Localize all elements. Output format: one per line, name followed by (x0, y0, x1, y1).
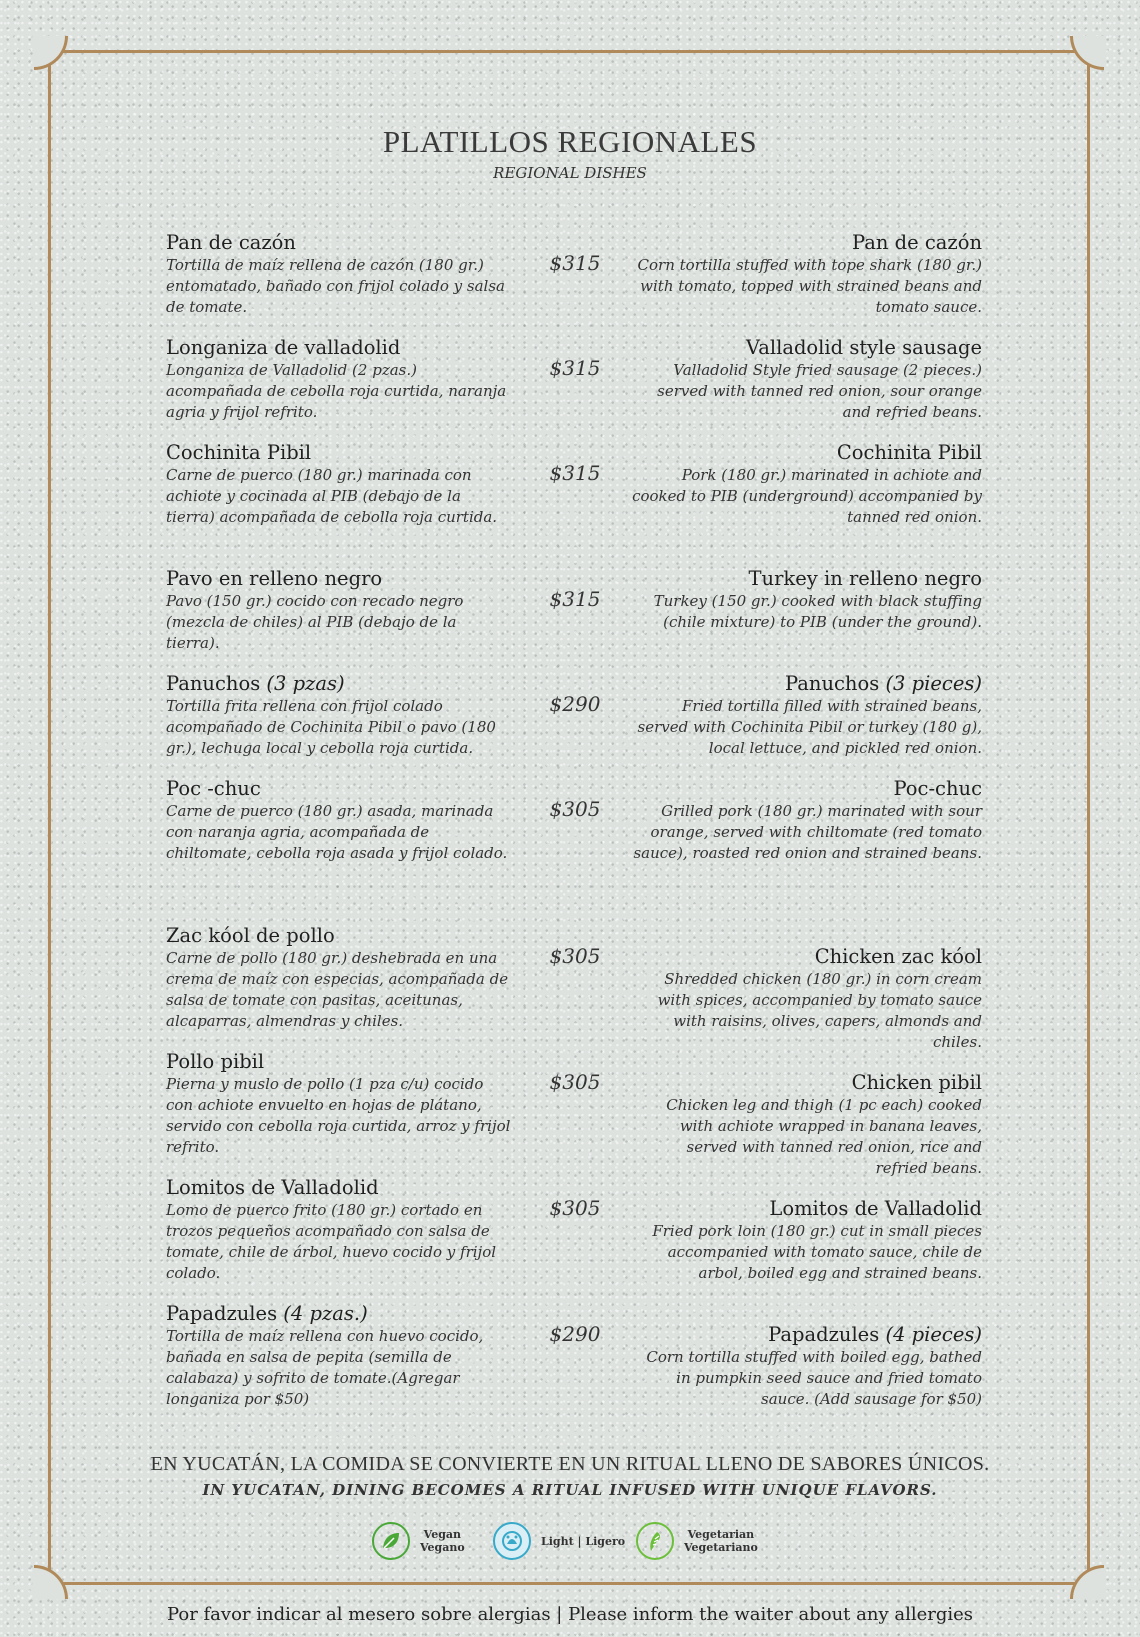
dish-price: $305 (549, 1070, 601, 1094)
dish-name-es (166, 672, 511, 696)
dish-desc-es: Lomo de puerco frito (180 gr.) cortado en trozos pequeños acompañado con salsa de tomate, chile de árbol, huevo cocido y frijol colado. (166, 1201, 497, 1282)
dish-price: $315 (549, 356, 601, 380)
dish-desc-en: Corn tortilla stuffed with tope shark (180 gr.) with tomato, topped with strained beans and tomato sauce. (637, 256, 982, 316)
dish-name-es: Longaniza de valladolid (166, 336, 401, 359)
dish-desc-es: Carne de puerco (180 gr.) marinada con achiote y cocinada al PIB (debajo de la tierra) acompañada de cebolla roja curtida. (166, 466, 498, 526)
dish-desc-es: Carne de puerco (180 gr.) asada, marinada con naranja agria, acompañada de chiltomate, cebolla roja asada y frijol colado. (166, 802, 508, 862)
dish-portion-note: (4 pzas.) (283, 1302, 368, 1325)
dish-desc-en: Chicken leg and thigh (1 pc each) cooked with achiote wrapped in banana leaves, served with tanned red onion, rice and refried beans. (666, 1096, 982, 1177)
page-subtitle: REGIONAL DISHES (493, 164, 647, 182)
frame-corner (1070, 1565, 1104, 1599)
dish-desc-es: Tortilla frita rellena con frijol colado acompañado de Cochinita Pibil o pavo (180 gr.), lechuga local y cebolla roja curtida. (166, 697, 496, 757)
dish-spanish (166, 672, 511, 759)
dish-english (630, 1197, 982, 1284)
frame-corner (34, 1565, 68, 1599)
dish-price: $290 (549, 1322, 601, 1346)
legend-vegan-en: Vegan (423, 1528, 462, 1541)
dish-price: $305 (549, 1196, 601, 1220)
dish-desc-es: Carne de pollo (180 gr.) deshebrada en una crema de maíz con especias, acompañada de salsa de tomate con pasitas, aceitunas, alcaparras, almendras y chiles. (166, 949, 509, 1030)
dish-desc-en: Shredded chicken (180 gr.) in corn cream with spices, accompanied by tomato sauce with raisins, olives, capers, almonds and chiles. (657, 970, 982, 1051)
dish-spanish (166, 777, 511, 864)
legend-vegetarian-es: Vegetariano (684, 1541, 758, 1554)
dish-name-en: Cochinita Pibil (836, 441, 982, 464)
dish-desc-en: Turkey (150 gr.) cooked with black stuffing (chile mixture) to PIB (under the ground). (653, 592, 982, 631)
dish-desc-en: Valladolid Style fried sausage (2 pieces.) served with tanned red onion, sour orange and refried beans. (657, 361, 982, 421)
dish-desc-es: Pierna y muslo de pollo (1 pza c/u) cocido con achiote envuelto en hojas de plátano, servido con cebolla roja curtida, arroz y frijol refrito. (166, 1075, 511, 1156)
dish-desc-es: Tortilla de maíz rellena de cazón (180 gr.) entomatado, bañado con frijol colado y salsa de tomate. (166, 256, 505, 316)
dish-spanish (166, 1050, 511, 1158)
legend-light (493, 1520, 625, 1562)
dish-name-es: Lomitos de Valladolid (166, 1176, 379, 1199)
dish-name-text: Panuchos (785, 672, 880, 695)
dish-spanish (166, 441, 511, 528)
legend-vegan-es: Vegano (420, 1541, 465, 1554)
tagline-spanish: EN YUCATÁN, LA COMIDA SE CONVIERTE EN UN RITUAL LLENO DE SABORES ÚNICOS. (150, 1453, 990, 1475)
dish-name-en: Poc-chuc (893, 777, 982, 800)
dish-desc-es: Tortilla de maíz rellena con huevo cocido, bañada en salsa de pepita (semilla de calabaza) y sofrito de tomate.(Agregar longaniza por $50) (166, 1327, 484, 1408)
frame-corner (1070, 36, 1104, 70)
dish-desc-en: Corn tortilla stuffed with boiled egg, bathed in pumpkin seed sauce and fried tomato sauce. (Add sausage for $50) (646, 1348, 982, 1408)
dish-name-es: Pollo pibil (166, 1050, 265, 1073)
dish-price: $290 (549, 692, 601, 716)
dish-english (630, 1323, 982, 1410)
dish-price: $305 (549, 797, 601, 821)
dish-spanish (166, 231, 511, 318)
dish-name-en: Turkey in relleno negro (748, 567, 982, 590)
light-icon (493, 1522, 531, 1560)
vegetable-icon (636, 1522, 674, 1560)
dish-price: $305 (549, 944, 601, 968)
legend-vegan-label (420, 1528, 465, 1554)
dish-english (630, 777, 982, 864)
dish-name-en: Lomitos de Valladolid (769, 1197, 982, 1220)
dish-name-es: Pavo en relleno negro (166, 567, 383, 590)
dish-name-en: Chicken pibil (851, 1071, 982, 1094)
dish-name-en: Chicken zac kóol (814, 945, 982, 968)
dish-price: $315 (549, 587, 601, 611)
dish-portion-note: (3 pzas) (266, 672, 345, 695)
legend-vegetarian-label (684, 1528, 758, 1554)
dish-name-en (630, 1323, 982, 1347)
legend-vegetarian-en: Vegetarian (687, 1528, 755, 1541)
dish-portion-note: (3 pieces) (885, 672, 982, 695)
dish-price: $315 (549, 461, 601, 485)
dish-desc-es: Pavo (150 gr.) cocido con recado negro (mezcla de chiles) al PIB (debajo de la tierra). (166, 592, 464, 652)
dish-desc-es: Longaniza de Valladolid (2 pzas.) acompañada de cebolla roja curtida, naranja agria y frijol refrito. (166, 361, 507, 421)
dish-spanish (166, 1176, 511, 1284)
dish-name-text: Papadzules (166, 1302, 278, 1325)
dish-name-es: Poc -chuc (166, 777, 261, 800)
leaf-icon (372, 1522, 410, 1560)
frame-corner (34, 36, 68, 70)
legend-light-label: Light | Ligero (541, 1534, 626, 1548)
dish-english (630, 1071, 982, 1179)
dish-name-en: Pan de cazón (852, 231, 982, 254)
dish-english (630, 441, 982, 528)
dish-spanish (166, 1302, 511, 1410)
dish-name-es: Pan de cazón (166, 231, 296, 254)
dish-name-en (630, 672, 982, 696)
dish-desc-en: Fried tortilla filled with strained beans, served with Cochinita Pibil or turkey (180 g), local lettuce, and pickled red onion. (637, 697, 982, 757)
dish-desc-en: Grilled pork (180 gr.) marinated with sour orange, served with chiltomate (red tomato sauce), roasted red onion and strained beans. (633, 802, 982, 862)
dish-english (630, 672, 982, 759)
dish-english (630, 336, 982, 423)
tagline-english: IN YUCATAN, DINING BECOMES A RITUAL INFUSED WITH UNIQUE FLAVORS. (202, 1481, 938, 1499)
dish-name-en: Valladolid style sausage (745, 336, 982, 359)
dish-desc-en: Fried pork loin (180 gr.) cut in small pieces accompanied with tomato sauce, chile de arbol, boiled egg and strained beans. (652, 1222, 982, 1282)
allergy-notice: Por favor indicar al mesero sobre alergias | Please inform the waiter about any allergies (166, 1604, 974, 1625)
dish-english (630, 567, 982, 633)
dish-spanish (166, 336, 511, 423)
dish-english (630, 945, 982, 1053)
legend-vegetarian (636, 1520, 758, 1562)
dish-name-es: Cochinita Pibil (166, 441, 312, 464)
dish-spanish (166, 567, 511, 654)
dish-price: $315 (549, 251, 601, 275)
dish-name-es (166, 1302, 511, 1326)
legend-vegan (372, 1520, 465, 1562)
dish-portion-note: (4 pieces) (885, 1323, 982, 1346)
dish-english (630, 231, 982, 318)
dish-desc-en: Pork (180 gr.) marinated in achiote and cooked to PIB (underground) accompanied by tanned red onion. (632, 466, 982, 526)
dish-name-text: Papadzules (768, 1323, 880, 1346)
dish-spanish (166, 924, 511, 1032)
page-title: PLATILLOS REGIONALES (382, 124, 758, 159)
dish-name-es: Zac kóol de pollo (166, 924, 335, 947)
dish-name-text: Panuchos (166, 672, 261, 695)
